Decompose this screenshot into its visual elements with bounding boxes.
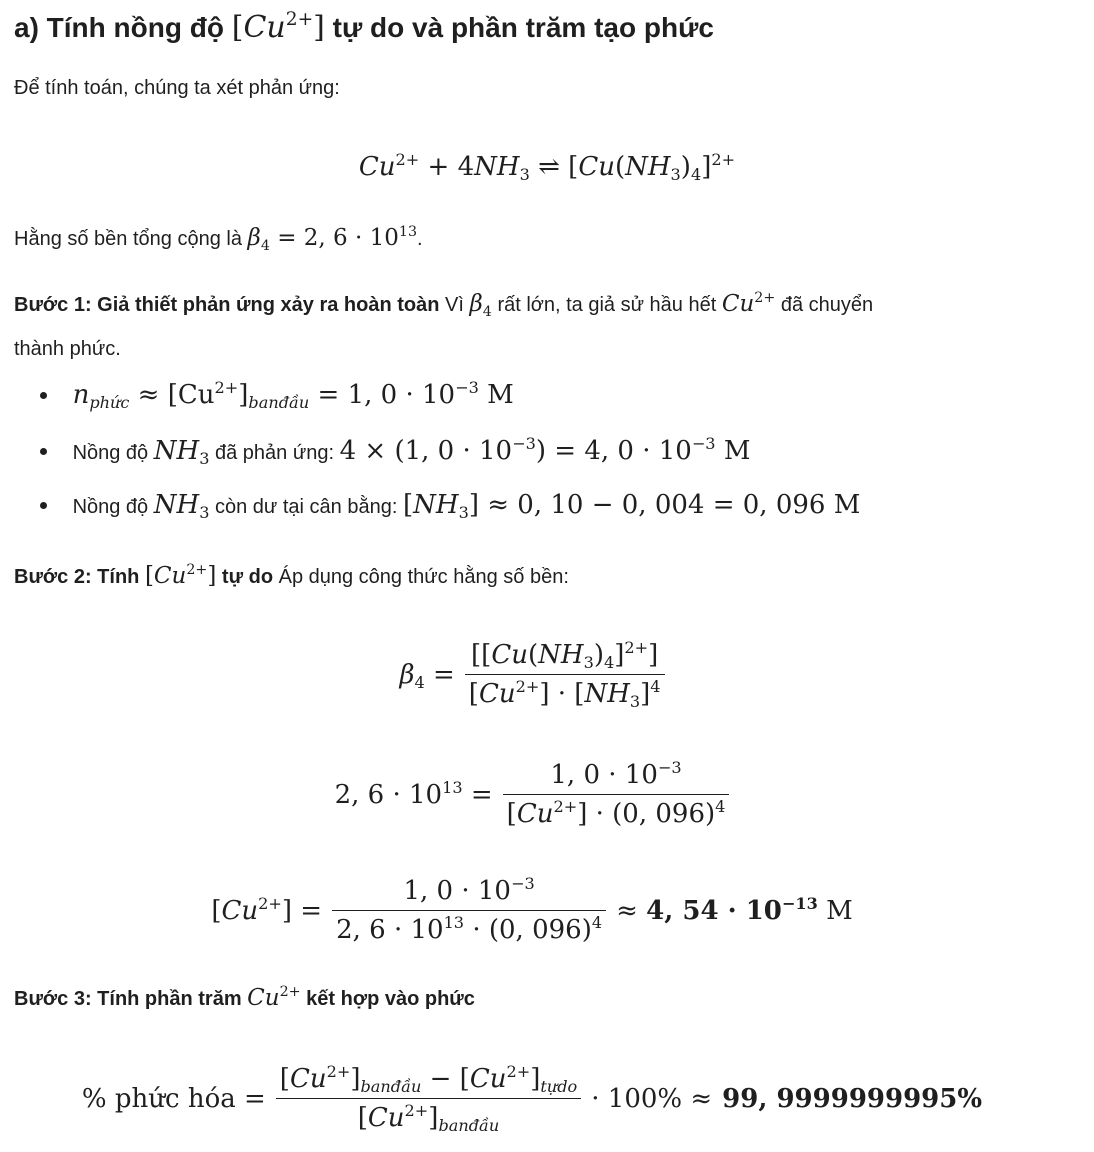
step3-paragraph: Bước 3: Tính phần trăm $Cu^{2+}$ kết hợp vào phức	[14, 984, 475, 1011]
percent-formula: % phức hóa = $\frac{[Cu^{2+}]_{banđầu} - [Cu^{2+}]_{tựdo}}{[Cu^{2+}]_{banđầu}}$ · 100% ≈ 99, 9999999995%	[81, 1062, 983, 1136]
bullet-dot	[40, 502, 47, 509]
bullet-dot	[40, 392, 47, 399]
step1-title: Bước 1: Giả thiết phản ứng xảy ra hoàn toàn	[14, 294, 440, 316]
substituted-formula: 2, $6 \cdot 10^{13}$ = $\frac{1, 0 \cdot 10^{-3}}{[Cu^{2+}] \cdot (0, 096)^4}$	[0, 760, 1064, 829]
result-formula: $[Cu^{2+}]$ = $\frac{1, 0 \cdot 10^{-3}}{2, 6 \cdot 10^{13} \cdot (0, 096)^4}$ ≈ 4, $54 \cdot 10^{-13}$ M	[211, 874, 853, 945]
list-item: Nồng độ $NH_3$ đã phản ứng: 4 × (1, $0 \cdot 10^{-3}) = 4$, $0 \cdot 10^{-3}$ M	[40, 436, 750, 466]
intro-text: Để tính toán, chúng ta xét phản ứng:	[14, 77, 340, 99]
percent-result: 99, 9999999995%	[722, 1083, 983, 1114]
step1-paragraph: Bước 1: Giả thiết phản ứng xảy ra hoàn toàn Vì $\beta_4$ rất lớn, ta giả sử hầu hết $Cu^{2+}$ đã chuyển thành phức.	[14, 290, 874, 360]
list-item: Nồng độ $NH_3$ còn dư tại cân bằng: $[NH_3] \approx 0$, 10 − 0, 004 = 0, 096 M	[40, 490, 860, 520]
heading-suffix: tự do và phần trăm tạo phức	[332, 12, 714, 43]
heading-prefix: a) Tính nồng độ	[14, 12, 224, 43]
reaction-equation: $Cu^{2+} + 4NH_3$ ⇌ $[Cu(NH_3)_4]^{2+}$	[358, 150, 736, 185]
result-value: 4, $54 \cdot 10^{-13}$	[646, 893, 818, 926]
bullet-dot	[40, 448, 47, 455]
list-item: $n_{phức} \approx [Cu^{2+}]_{banđầu} = 1$, $0 \cdot 10^{-3}$ M	[40, 380, 514, 410]
step2-paragraph: Bước 2: Tính $[Cu^{2+}]$ tự do Áp dụng công thức hằng số bền:	[14, 562, 569, 589]
heading-math: $[Cu^{2+}]$	[231, 9, 325, 45]
section-heading	[14, 10, 714, 45]
stability-formula: $\beta_4$ = $\frac{[[Cu(NH_3)_4]^{2+}]}{[Cu^{2+}] \cdot [NH_3]^4}$	[0, 640, 1064, 709]
stability-line: Hằng số bền tổng cộng là $\beta_4 = 2$, $6 \cdot 10^{13}$.	[14, 224, 423, 254]
